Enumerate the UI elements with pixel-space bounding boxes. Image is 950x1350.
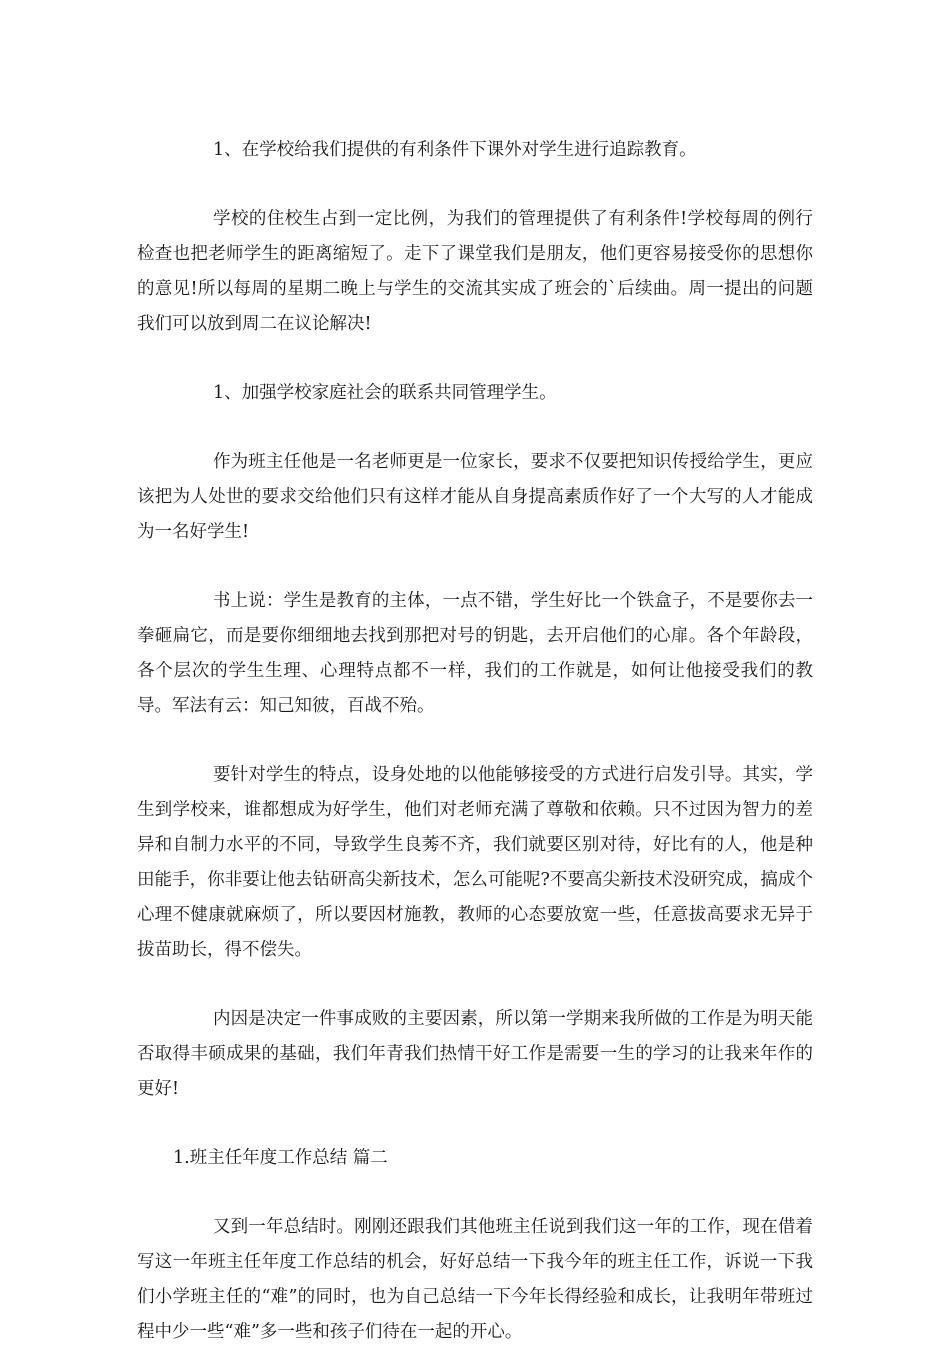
paragraph-student-traits: 要针对学生的特点，设身处地的以他能够接受的方式进行启发引导。其实，学生到学校来，谁都想成为好学生，他们对老师充满了尊敬和依赖。只不过因为智力的差异和自制力水平的不同，导致学生良莠不齐，我们就要区别对待，好比有的人，他是种田能手，你非要让他去钻研高尖新技术，怎么可能呢?不要高尖新技术没研究成，搞成个心理不健康就麻烦了，所以要因材施教，教师的心态要放宽一些，任意拔高要求无异于拔苗助长，得不偿失。	[137, 765, 813, 960]
document-body	[137, 133, 813, 1350]
paragraph-book-says: 书上说：学生是教育的主体，一点不错，学生好比一个铁盒子，不是要你去一拳砸扁它，而是要你细细地去找到那把对号的钥匙，去开启他们的心扉。各个年龄段，各个层次的学生生理、心理特点都不一样，我们的工作就是，如何让他接受我们的教导。军法有云：知己知彼，百战不殆。	[137, 591, 813, 716]
paragraph-year-end-summary: 又到一年总结时。刚刚还跟我们其他班主任说到我们这一年的工作，现在借着写这一年班主任年度工作总结的机会，好好总结一下我今年的班主任工作，诉说一下我们小学班主任的“难”的同时，也为自己总结一下今年长得经验和成长，让我明年带班过程中少一些“难”多一些和孩子们待在一起的开心。	[137, 1217, 813, 1342]
paragraph-internal-factors: 内因是决定一件事成败的主要因素，所以第一学期来我所做的工作是为明天能否取得丰硕成果的基础，我们年青我们热情干好工作是需要一生的学习的让我来年作的更好!	[137, 1009, 813, 1099]
paragraph-teacher-as-parent: 作为班主任他是一名老师更是一位家长，要求不仅要把知识传授给学生，更应该把为人处世的要求交给他们只有这样才能从自身提高素质作好了一个大写的人才能成为一名好学生!	[137, 452, 813, 542]
section-heading-part-two: 1.班主任年度工作总结 篇二	[173, 1148, 388, 1168]
paragraph-boarding-students: 学校的住校生占到一定比例，为我们的管理提供了有利条件!学校每周的例行检查也把老师学生的距离缩短了。走下了课堂我们是朋友，他们更容易接受你的思想你的意见!所以每周的星期二晚上与学生的交流其实成了班会的`后续曲。周一提出的问题我们可以放到周二在议论解决!	[137, 209, 813, 334]
list-heading-home-school-link: 1、加强学校家庭社会的联系共同管理学生。	[213, 383, 557, 403]
list-heading-tracking-education: 1、在学校给我们提供的有利条件下课外对学生进行追踪教育。	[213, 140, 697, 160]
